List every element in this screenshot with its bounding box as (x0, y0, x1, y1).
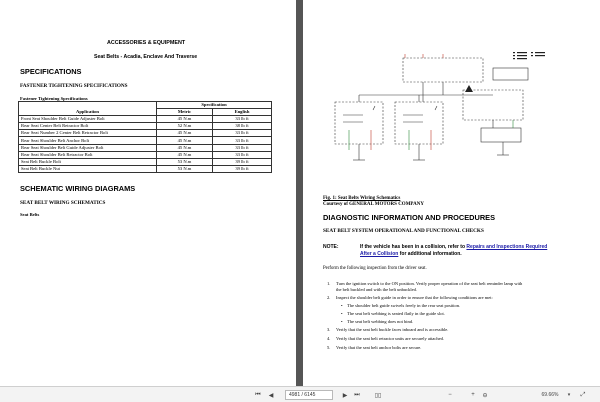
cell-metric: 45 N.m (157, 130, 213, 137)
first-page-icon[interactable]: ⏮ (255, 391, 261, 398)
cell-english: 33 lb ft (212, 151, 271, 158)
cell-english: 33 lb ft (212, 144, 271, 151)
table-row (19, 137, 272, 144)
cell-application: Rear Seat Center Belt Retractor Bolt (19, 123, 157, 130)
figure-courtesy: Courtesy of GENERAL MOTORS COMPANY (323, 202, 424, 207)
step-text: Inspect the shoulder belt guide in order to ensure that the following conditions are met: (336, 295, 493, 300)
cell-english: 39 lb ft (212, 165, 271, 172)
table-row (19, 158, 272, 165)
schematic-heading: SCHEMATIC WIRING DIAGRAMS (20, 184, 136, 193)
cell-english: 33 lb ft (212, 137, 271, 144)
schematic-module-right (463, 90, 523, 120)
cell-english: 39 lb ft (212, 158, 271, 165)
col-application: Application (19, 102, 157, 116)
step-number: 5. (327, 345, 331, 350)
specifications-heading: SPECIFICATIONS (20, 67, 82, 76)
viewer-toolbar (0, 386, 600, 402)
cell-application: Seat Belt Buckle Nut (19, 165, 157, 172)
cell-application: Rear Seat Shoulder Belt Guide Adjuster Bolt (19, 144, 157, 151)
previous-page-icon[interactable]: ◀ (268, 392, 274, 399)
bullet-text: The shoulder belt guide swivels freely in the rear seat position. (347, 303, 461, 308)
zoom-out-icon[interactable]: − (448, 392, 452, 398)
cell-application: Rear Seat Number 2 Center Belt Retractor Bolt (19, 130, 157, 137)
cell-metric: 45 N.m (157, 144, 213, 151)
figure-caption: Fig. 1: Seat Belts Wiring Schematics (323, 196, 401, 201)
zoom-minus-icon[interactable]: ⊖ (482, 392, 488, 399)
schematic-seat-module-left (335, 102, 383, 144)
table-row (19, 165, 272, 172)
cell-metric: 45 N.m (157, 151, 213, 158)
section-title: ACCESSORIES & EQUIPMENT (107, 40, 186, 46)
step-text: Verify that the seat belt anchor bolts are secure. (336, 345, 422, 350)
wiring-schematic-diagram (323, 50, 600, 195)
cell-application: Rear Seat Shoulder Belt Retractor Bolt (19, 151, 157, 158)
note-label: NOTE: (323, 244, 339, 250)
note-link-repairs[interactable]: Repairs and Inspections Required (466, 244, 548, 250)
document-page-right (303, 0, 600, 386)
last-page-icon[interactable]: ⏭ (354, 391, 360, 398)
two-page-view-icon[interactable]: ▯▯ (374, 392, 382, 399)
cell-application: Front Seat Shoulder Belt Guide Adjuster Bolt (19, 116, 157, 123)
col-english: English (212, 109, 271, 116)
warning-icon (465, 85, 473, 92)
bullet-icon: • (341, 303, 343, 308)
schematic-connector (481, 128, 521, 142)
fastener-spec-table (18, 101, 272, 173)
bullet-icon: • (341, 311, 343, 316)
cell-english: 33 lb ft (212, 116, 271, 123)
step-text: Verify that the seat belt buckle faces inboard and is accessible. (336, 327, 449, 332)
table-row (19, 130, 272, 137)
zoom-in-icon[interactable]: + (471, 392, 475, 398)
page-number-input[interactable]: 4981 / 6145 (285, 390, 333, 400)
note-link-collision[interactable]: After a Collision (360, 251, 399, 257)
step-number: 1. (327, 281, 331, 286)
table-row (19, 144, 272, 151)
next-page-icon[interactable]: ▶ (342, 392, 348, 399)
note-text-2: for additional information. (399, 251, 462, 257)
note-line-2 (360, 251, 462, 257)
check-heading: SEAT BELT SYSTEM OPERATIONAL AND FUNCTIONAL CHECKS (323, 228, 484, 234)
table-title: Fastener Tightening Specifications (20, 96, 88, 101)
note-text-1: If the vehicle has been in a collision, refer to (360, 244, 466, 250)
table-row (19, 116, 272, 123)
table-row (19, 123, 272, 130)
cell-metric: 52 N.m (157, 123, 213, 130)
table-row (19, 151, 272, 158)
schematic-box (493, 68, 528, 80)
step-text: Turn the ignition switch to the ON position. Verify proper operation of the seat belt reminder lamp with (336, 281, 523, 286)
fastener-heading: FASTENER TIGHTENING SPECIFICATIONS (20, 83, 128, 89)
cell-application: Seat Belt Buckle Bolt (19, 158, 157, 165)
step-number: 4. (327, 336, 331, 341)
zoom-level[interactable]: 69.66% (541, 392, 559, 398)
step-text: the belt buckled and with the belt unbuckled. (336, 287, 417, 292)
wiring-heading: SEAT BELT WIRING SCHEMATICS (20, 200, 106, 206)
col-metric: Metric (157, 109, 213, 116)
subtitle: Seat Belts - Acadia, Enclave And Traverse (94, 54, 198, 60)
document-page-left (0, 0, 296, 386)
intro-text: Perform the following inspection from the driver seat. (323, 266, 427, 271)
cell-english: 38 lb ft (212, 123, 271, 130)
zoom-dropdown-icon[interactable]: ▾ (567, 392, 571, 398)
note-line-1 (360, 244, 547, 250)
bullet-text: The seat belt webbing does not bind. (347, 319, 414, 324)
col-specification: Specification (157, 102, 272, 109)
fullscreen-icon[interactable]: ⤢ (580, 391, 586, 398)
bullet-icon: • (341, 319, 343, 324)
cell-metric: 53 N.m (157, 158, 213, 165)
cell-application: Rear Seat Shoulder Belt Anchor Bolt (19, 137, 157, 144)
cell-english: 33 lb ft (212, 130, 271, 137)
diagnostic-heading: DIAGNOSTIC INFORMATION AND PROCEDURES (323, 213, 496, 222)
seat-belts-label: Seat Belts (20, 212, 40, 217)
cell-metric: 45 N.m (157, 116, 213, 123)
cell-metric: 53 N.m (157, 165, 213, 172)
step-text: Verify that the seat belt retractor units are securely attached. (336, 336, 444, 341)
step-number: 2. (327, 295, 331, 300)
schematic-fuse-block (403, 58, 483, 82)
bullet-text: The seat belt webbing is seated flatly in the guide slot. (347, 311, 445, 316)
cell-metric: 45 N.m (157, 137, 213, 144)
step-number: 3. (327, 327, 331, 332)
